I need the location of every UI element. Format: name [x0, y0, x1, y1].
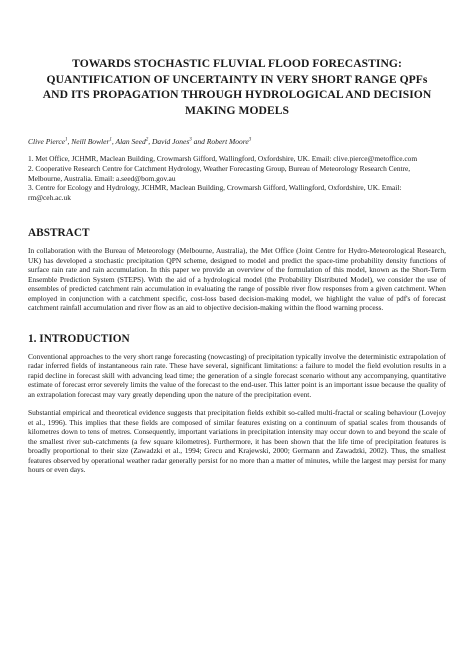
author-affiliation-mark: 1: [65, 137, 68, 143]
author-separator: ,: [67, 137, 72, 147]
introduction-paragraph: Substantial empirical and theoretical evidence suggests that precipitation fields exhibit so-called multi-fractal or scaling behaviour (Lovejoy et al., 1996). This implies that these fields are composed of similar features existing on a continuum of spatial scales from thousands of kilometres down to tens of metres. Consequently, important variations in precipitation intensity may occur down to and beyond the scale of the smallest river sub-catchments (a few square kilometres). Furthermore, it has been shown that the life time of precipitation features is broadly proportional to their size (Zawadzki et al., 1994; Grecu and Krajewski, 2000; Germann and Zawadzki, 2002). Thus, the smallest features observed by operational weather radar generally persist for no more than a matter of minutes, while the largest may persist for many hours or even days.: [28, 408, 446, 475]
author-separator: ,: [148, 137, 152, 147]
affiliation-item: 3. Centre for Ecology and Hydrology, JCHMR, Maclean Building, Crowmarsh Gifford, Wallingford, Oxfordshire, UK. Email: rm@ceh.ac.uk: [28, 183, 402, 202]
author-name: Robert Moore: [206, 137, 249, 147]
abstract-paragraph: In collaboration with the Bureau of Meteorology (Melbourne, Australia), the Met Office (Joint Centre for Hydro-Meteorological Research, UK) has developed a stochastic precipitation QPN scheme, designed to model and predict the space-time probability density functions of surface rain rate and rain accumulation. In this paper we provide an overview of the formulation of this model, known as the Short-Term Ensemble Prediction System (STEPS). With the aid of a hydrological model (the Probability Distributed Model), we consider the use of ensembles of predicted catchment rain accumulation in evaluating the range of possible river flow responses from a given catchment. When employed in conjunction with a catchment specific, cost-loss based decision-making model, we highlight the value of pdf's of forecast catchment rainfall accumulation and river flow as an aid to objective decision-making within the flood warning process.: [28, 246, 446, 313]
author-affiliation-mark: 2: [145, 137, 149, 143]
introduction-heading: 1. INTRODUCTION: [28, 332, 130, 345]
author-affiliation-mark: 1: [109, 137, 112, 143]
author-separator: ,: [111, 137, 116, 147]
affiliation-list: [28, 154, 446, 202]
author-name: Alan Seed: [115, 137, 146, 147]
author-list: [28, 137, 446, 147]
author-affiliation-mark: 3: [248, 137, 252, 143]
affiliation-item: 2. Cooperative Research Centre for Catchment Hydrology, Weather Forecasting Group, Bureau of Meteorology Research Centre, Melbourne, Australia. Email: a.seed@bom.gov.au: [28, 163, 411, 183]
paper-page: [28, 56, 446, 475]
paragraph-spacer: [28, 399, 446, 408]
author-name: Neill Bowler: [71, 137, 110, 147]
abstract-heading: ABSTRACT: [28, 227, 90, 240]
author-affiliation-mark: 3: [189, 137, 192, 143]
introduction-body: [28, 352, 446, 475]
introduction-paragraph: Conventional approaches to the very short range forecasting (nowcasting) of precipitation typically involve the deterministic extrapolation of radar inferred fields of instantaneous rain rate. These have several, significant limitations: a failure to model the field evolution results in a rapid decline in forecast skill with advancing lead time; the generation of a single forecast scenario without any accompanying, quantitative estimate of forecast error severely limits the value of the forecast to the end-user. This latter point is an important issue because the quality of an extrapolation forecast may vary greatly depending upon the nature of the precipitation event.: [28, 351, 446, 399]
paper-title: TOWARDS STOCHASTIC FLUVIAL FLOOD FORECASTING: QUANTIFICATION OF UNCERTAINTY IN VERY SHORT RANGE QPFs AND ITS PROPAGATION THROUGH HYDROLOGICAL AND DECISION MAKING MODELS: [42, 57, 432, 117]
author-name: Clive Pierce: [28, 137, 65, 147]
affiliation-item: 1. Met Office, JCHMR, Maclean Building, Crowmarsh Gifford, Wallingford, Oxfordshire, UK. Email: clive.pierce@metoffice.com: [28, 154, 418, 164]
author-name: David Jones: [151, 137, 190, 147]
abstract-body: [28, 246, 446, 313]
author-separator: and: [191, 137, 207, 147]
